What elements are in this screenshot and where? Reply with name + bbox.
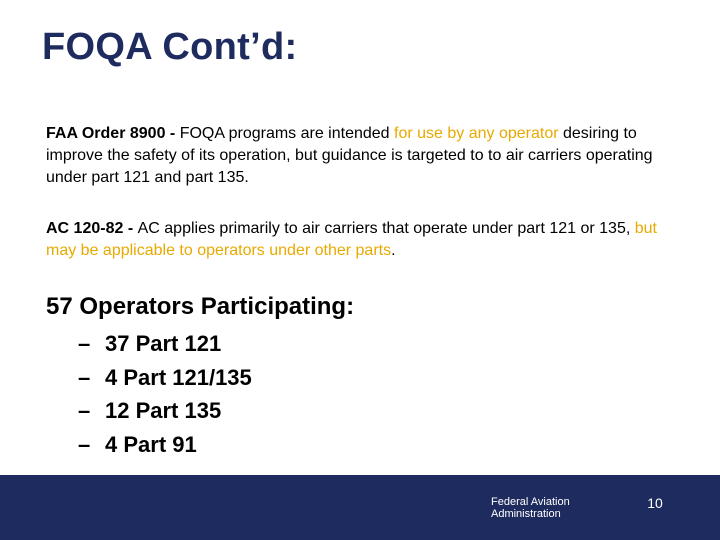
ac-120-82-paragraph — [46, 218, 676, 262]
faa-order-label: FAA Order 8900 - — [46, 125, 180, 142]
dash-bullet: – — [78, 431, 91, 457]
list-item-text: 4 Part 91 — [105, 431, 197, 457]
dash-bullet: – — [78, 331, 91, 356]
faa-order-highlight: for use by any operator — [394, 125, 559, 142]
list-item-text: 37 Part 121 — [105, 331, 222, 356]
ac-text-end: . — [391, 242, 396, 259]
ac-highlight: but may be applicable to operators under other parts — [46, 220, 657, 259]
agency-name-line1: Federal Aviation — [491, 496, 570, 508]
faa-order-text-start: FOQA programs are intended — [179, 125, 395, 142]
dash-bullet: – — [78, 398, 91, 423]
agency-name — [491, 496, 611, 520]
faa-order-text-end: desiring to improve the safety of its operation, but guidance is targeted to to air carriers operating under part 121 and part 135. — [46, 125, 653, 186]
page-number: 10 — [647, 495, 663, 511]
footer-bar — [0, 475, 720, 540]
dash-bullet: – — [78, 364, 91, 390]
ac-text-start: AC applies primarily to air carriers that operate under part 121 or 135, — [137, 220, 635, 237]
agency-name-line2: Administration — [491, 508, 561, 520]
list-item-text: 12 Part 135 — [105, 398, 222, 423]
operators-heading: 57 Operators Participating: — [46, 293, 355, 320]
list-item — [78, 428, 252, 462]
list-item — [78, 327, 252, 361]
faa-order-paragraph — [46, 123, 676, 189]
slide-title: FOQA Cont’d: — [42, 26, 298, 68]
operators-list — [78, 327, 252, 461]
list-item-text: 4 Part 121/135 — [105, 364, 252, 390]
ac-label: AC 120-82 - — [46, 220, 138, 237]
list-item — [78, 361, 252, 395]
list-item — [78, 394, 252, 428]
